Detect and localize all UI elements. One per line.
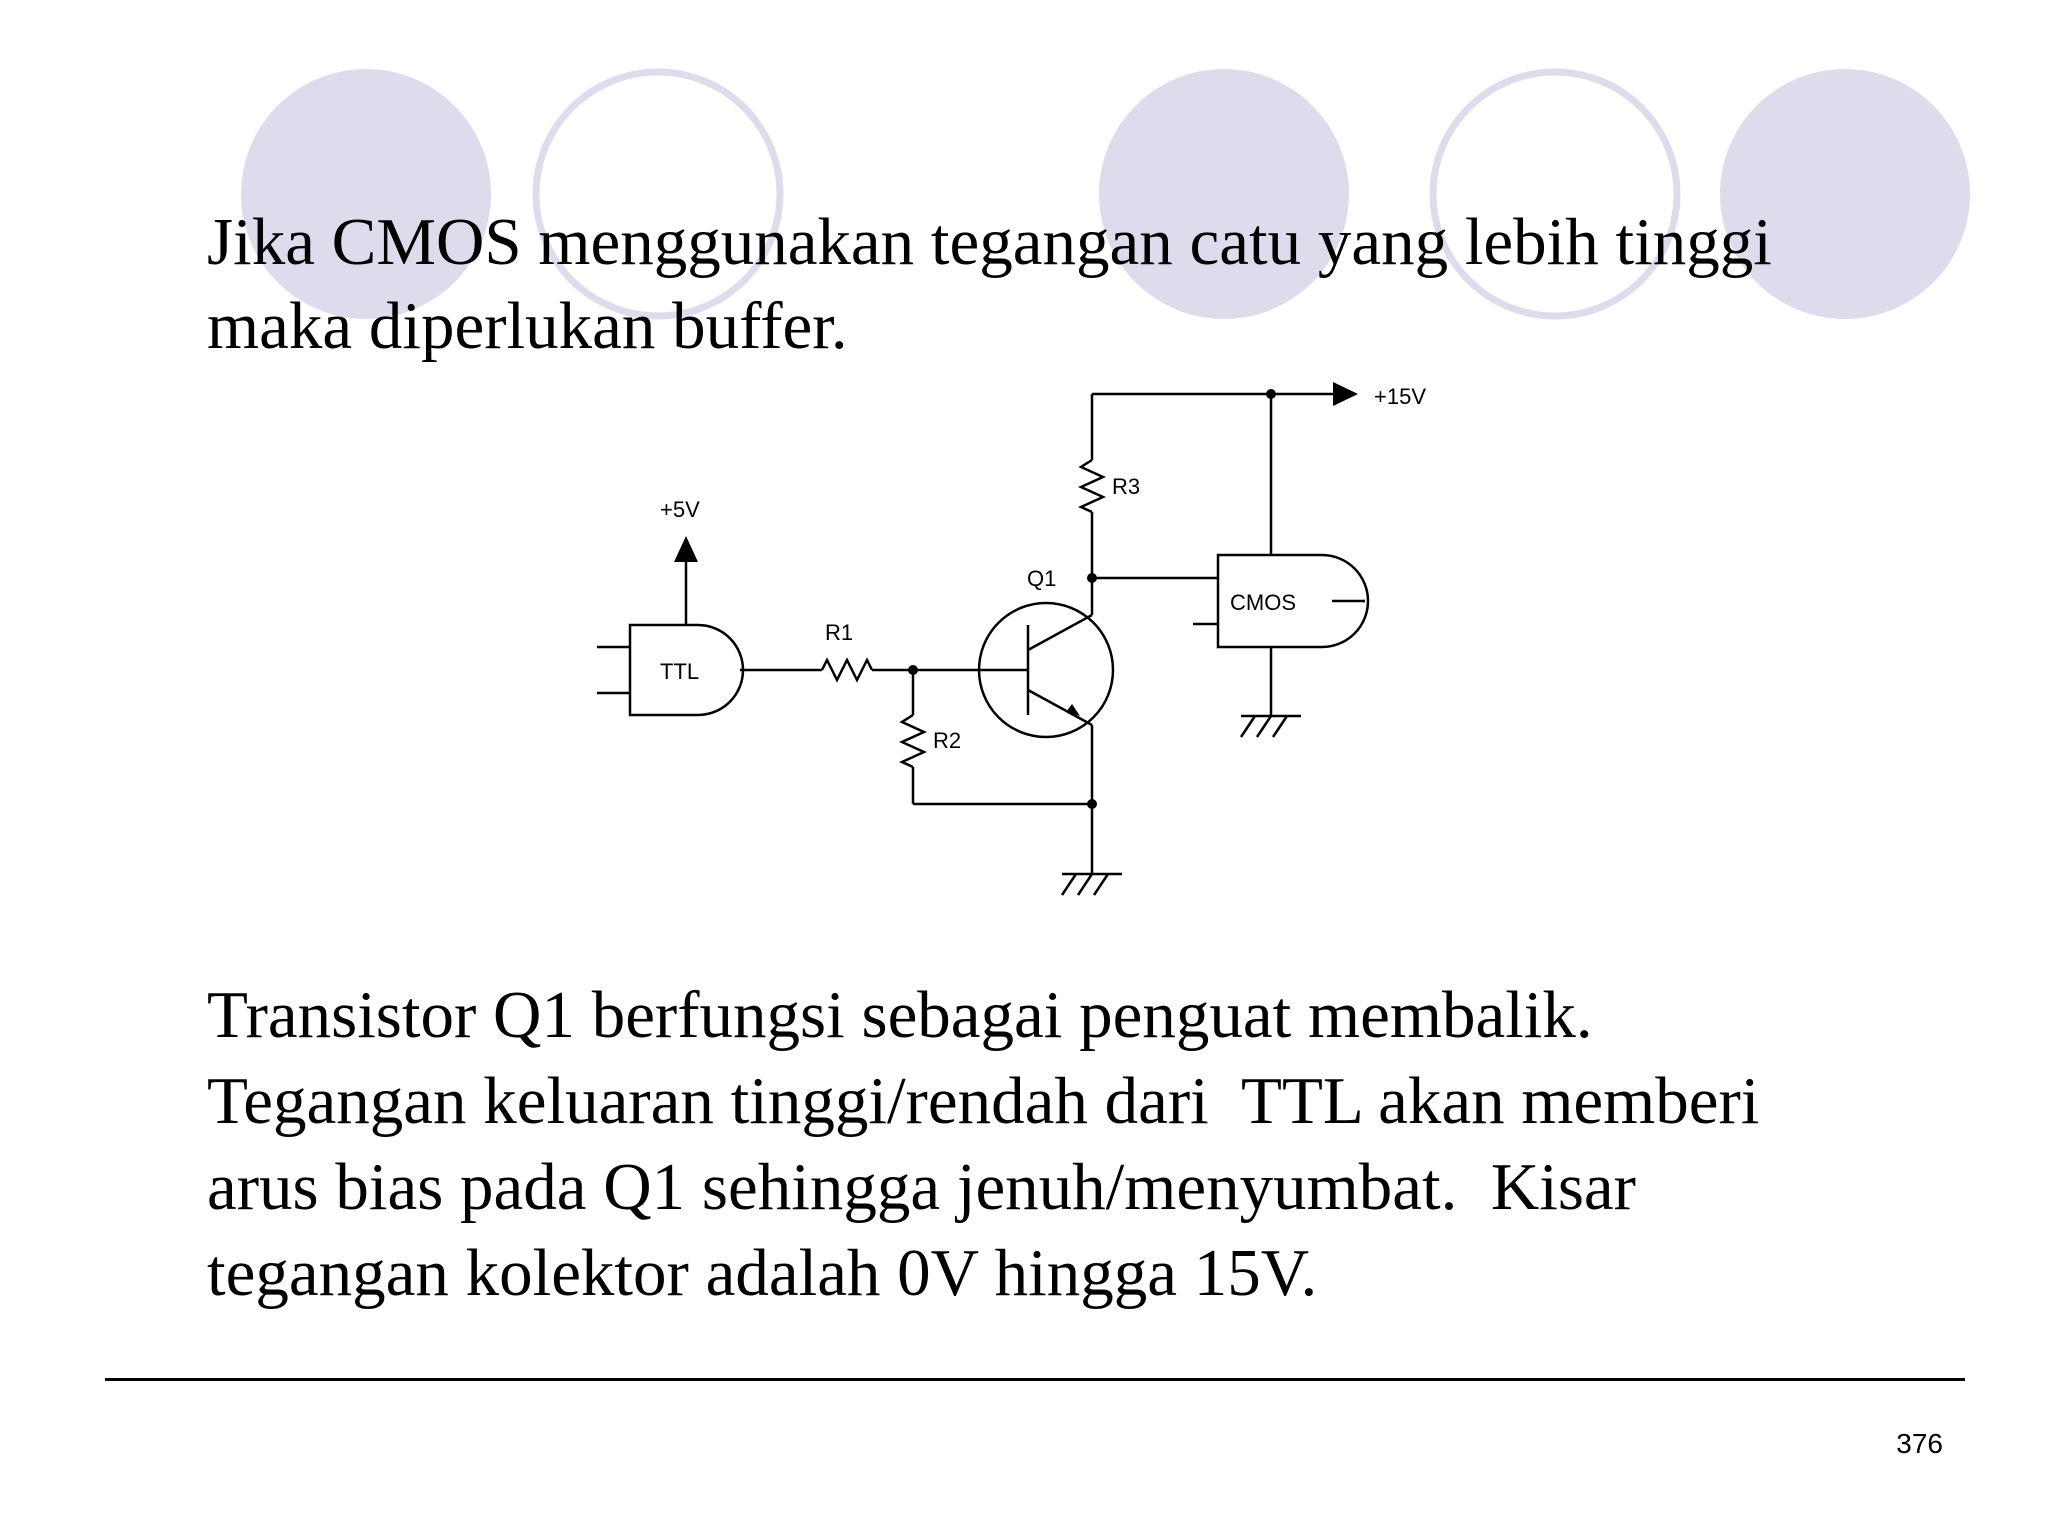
footer-divider xyxy=(105,1378,1965,1381)
body-line-2: Tegangan keluaran tinggi/rendah dari TTL akan memberi xyxy=(207,1064,1760,1138)
body-line-3: arus bias pada Q1 sehingga jenuh/menyumbat. Kisar xyxy=(207,1150,1636,1224)
transistor-q1 xyxy=(979,566,1113,804)
resistor-r3 xyxy=(1081,394,1140,578)
body-line-1: Transistor Q1 berfungsi sebagai penguat membalik. xyxy=(207,978,1593,1052)
cmos-gate xyxy=(1193,394,1368,737)
page-number: 376 xyxy=(1896,1428,1943,1459)
body-line-4: tegangan kolektor adalah 0V hingga 15V. xyxy=(207,1236,1318,1310)
r3-label: R3 xyxy=(1112,474,1141,499)
title-line-1: Jika CMOS menggunakan tegangan catu yang lebih tinggi xyxy=(207,205,1772,279)
ground-icon xyxy=(1062,874,1122,895)
ttl-gate xyxy=(597,497,743,715)
cmos-label: CMOS xyxy=(1230,590,1296,615)
resistor-r1 xyxy=(740,620,1028,680)
q1-label: Q1 xyxy=(1027,566,1057,591)
arrow-right-icon xyxy=(1333,382,1358,406)
title-line-2: maka diperlukan buffer. xyxy=(207,289,848,363)
supply-5v-label: +5V xyxy=(660,497,700,522)
r2-label: R2 xyxy=(933,728,962,753)
supply-15v-label: +15V xyxy=(1374,384,1426,409)
ttl-label: TTL xyxy=(660,659,700,684)
ground-icon xyxy=(1241,716,1301,737)
body-text xyxy=(207,972,1957,1316)
resistor-r2 xyxy=(902,670,1092,804)
arrow-up-icon xyxy=(674,536,698,562)
r1-label: R1 xyxy=(825,620,854,645)
supply-15v xyxy=(1092,382,1426,409)
